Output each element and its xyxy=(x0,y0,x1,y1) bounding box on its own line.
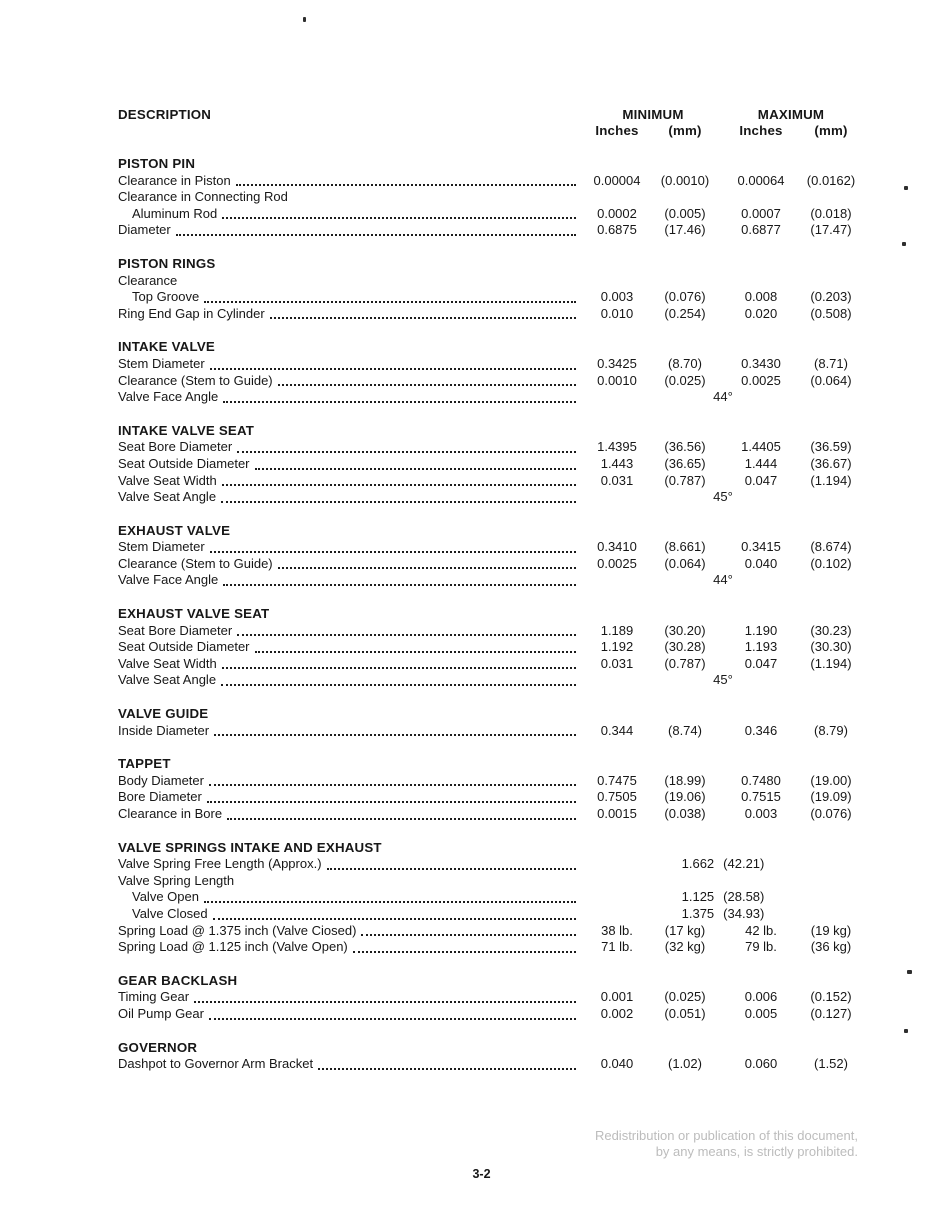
spec-value: 0.010 xyxy=(600,305,634,321)
row-label: Valve Spring Free Length (Approx.) xyxy=(118,856,322,872)
spec-value: (8.674) xyxy=(810,539,852,555)
spec-value: 0.040 xyxy=(600,1056,634,1072)
spec-value: 1.4405 xyxy=(741,439,781,455)
row-label: Seat Outside Diameter xyxy=(118,455,250,471)
spec-value: (0.018) xyxy=(810,205,852,221)
spec-value: (36.59) xyxy=(810,439,852,455)
row-label-cell xyxy=(118,889,585,906)
spec-value: (0.025) xyxy=(664,372,706,388)
row-label-cell xyxy=(118,939,585,956)
row-label: Bore Diameter xyxy=(118,789,202,805)
scan-artifact-dot xyxy=(904,186,908,190)
spec-value: (0.254) xyxy=(664,305,706,321)
spec-value: 45° xyxy=(713,489,733,505)
spec-row xyxy=(118,856,861,873)
row-label-cell xyxy=(118,656,585,673)
row-label: Valve Spring Length xyxy=(118,872,235,888)
spec-section xyxy=(118,706,861,739)
column-header-description: DESCRIPTION xyxy=(118,107,212,122)
spec-value: (18.99) xyxy=(664,772,706,788)
row-label-cell xyxy=(118,456,585,473)
row-label-cell xyxy=(118,473,585,490)
row-label-cell xyxy=(118,856,585,873)
spec-value: (0.038) xyxy=(664,806,706,821)
spec-value: 1.190 xyxy=(744,622,778,638)
spec-value: 0.040 xyxy=(744,555,778,571)
section-title: VALVE GUIDE xyxy=(118,706,209,722)
spec-centered-value xyxy=(585,572,861,589)
spec-section xyxy=(118,339,861,405)
spec-section xyxy=(118,606,861,689)
spec-value: (0.076) xyxy=(664,289,706,305)
spec-value: 0.0015 xyxy=(597,806,637,821)
spec-value: 1.443 xyxy=(600,455,634,471)
row-label: Diameter xyxy=(118,222,171,238)
spec-value: (0.152) xyxy=(810,989,852,1005)
spec-value: (0.0010) xyxy=(660,172,710,188)
spec-value: (19 kg) xyxy=(810,922,852,938)
spec-row xyxy=(118,273,861,290)
row-label-cell xyxy=(118,906,585,923)
spec-section xyxy=(118,423,861,506)
row-label: Clearance (Stem to Guide) xyxy=(118,555,273,571)
section-title: PISTON RINGS xyxy=(118,255,216,271)
spec-value: 0.0010 xyxy=(597,372,637,388)
row-label-cell xyxy=(118,989,585,1006)
spec-value: 0.7505 xyxy=(597,789,637,805)
spec-row xyxy=(118,456,861,473)
row-label-cell xyxy=(118,173,585,190)
spec-value: (0.076) xyxy=(810,806,852,821)
row-label: Clearance in Piston xyxy=(118,172,231,188)
spec-row xyxy=(118,773,861,790)
spec-value: (0.0162) xyxy=(806,172,856,188)
dot-leader xyxy=(237,634,576,636)
row-label-cell xyxy=(118,206,585,223)
row-label-cell xyxy=(118,373,585,390)
spec-value: (0.787) xyxy=(664,655,706,671)
row-label-cell xyxy=(118,389,585,406)
spec-value: (8.661) xyxy=(664,539,706,555)
scan-artifact-dot xyxy=(902,242,906,246)
spec-value: 1.375 xyxy=(681,905,715,921)
row-label-cell xyxy=(118,672,585,689)
spec-value: (32 kg) xyxy=(664,939,706,955)
row-label-cell xyxy=(118,273,585,290)
spec-value: (36.67) xyxy=(810,455,852,471)
spec-value: (1.194) xyxy=(810,472,852,488)
column-header-minimum: MINIMUM xyxy=(622,107,684,122)
spec-value: (34.93) xyxy=(723,905,765,921)
spec-value: 0.3425 xyxy=(597,355,637,371)
spec-row xyxy=(118,639,861,656)
spec-row xyxy=(118,389,861,406)
spec-row xyxy=(118,989,861,1006)
row-label: Oil Pump Gear xyxy=(118,1005,204,1021)
spec-value: 0.3415 xyxy=(741,539,781,555)
spec-value: (17.47) xyxy=(810,222,852,238)
row-label-cell xyxy=(118,623,585,640)
spec-value: (1.52) xyxy=(814,1056,848,1072)
spec-value: (30.28) xyxy=(664,639,706,655)
spec-value: (8.71) xyxy=(814,355,848,371)
spec-value: (36 kg) xyxy=(810,939,852,955)
row-label-cell xyxy=(118,773,585,790)
spec-value: 0.060 xyxy=(744,1056,778,1072)
dot-leader xyxy=(278,384,576,386)
row-label-cell xyxy=(118,556,585,573)
spec-value: (0.787) xyxy=(664,472,706,488)
spec-value: (8.70) xyxy=(668,355,702,371)
dot-leader xyxy=(318,1068,576,1070)
section-title: GEAR BACKLASH xyxy=(118,972,238,988)
row-label-cell xyxy=(118,723,585,740)
row-label-cell xyxy=(118,289,585,306)
spec-centered-value xyxy=(585,906,861,923)
section-title: EXHAUST VALVE SEAT xyxy=(118,606,270,622)
row-label: Seat Outside Diameter xyxy=(118,639,250,655)
spec-value: 71 lb. xyxy=(601,939,633,955)
spec-row xyxy=(118,356,861,373)
column-header-maximum: MAXIMUM xyxy=(757,107,825,122)
row-label: Body Diameter xyxy=(118,772,204,788)
dot-leader xyxy=(223,401,576,403)
spec-value: 42 lb. xyxy=(745,922,777,938)
spec-value: 0.006 xyxy=(744,989,778,1005)
spec-section xyxy=(118,156,861,239)
row-label: Timing Gear xyxy=(118,989,190,1005)
dot-leader xyxy=(222,217,576,219)
spec-value: 0.6875 xyxy=(597,222,637,238)
spec-row xyxy=(118,489,861,506)
section-title: TAPPET xyxy=(118,756,171,772)
spec-value: 1.4395 xyxy=(597,439,637,455)
dot-leader xyxy=(223,584,576,586)
dot-leader xyxy=(237,451,576,453)
spec-value: (36.56) xyxy=(664,439,706,455)
spec-value: 0.00004 xyxy=(593,172,641,188)
spec-row xyxy=(118,623,861,640)
spec-row xyxy=(118,173,861,190)
spec-value: (1.194) xyxy=(810,655,852,671)
watermark-line: by any means, is strictly prohibited. xyxy=(655,1143,858,1159)
spec-centered-value xyxy=(585,489,861,506)
scan-artifact-dot xyxy=(303,17,306,22)
column-subheader-max-inches: Inches xyxy=(739,123,783,138)
dot-leader xyxy=(204,901,576,903)
dot-leader xyxy=(207,801,576,803)
column-subheader-min-inches: Inches xyxy=(595,123,639,138)
spec-row xyxy=(118,939,861,956)
row-label: Stem Diameter xyxy=(118,539,205,555)
dot-leader xyxy=(353,951,576,953)
row-label-cell xyxy=(118,1006,585,1023)
spec-value: 0.0025 xyxy=(597,555,637,571)
row-label: Clearance in Connecting Rod xyxy=(118,189,288,205)
dot-leader xyxy=(221,501,576,503)
dot-leader xyxy=(222,667,576,669)
spec-value: (28.58) xyxy=(723,889,765,905)
row-label: Clearance (Stem to Guide) xyxy=(118,372,273,388)
dot-leader xyxy=(255,651,576,653)
spec-centered-value xyxy=(585,389,861,406)
spec-value: 0.0025 xyxy=(741,372,781,388)
spec-value: 0.020 xyxy=(744,305,778,321)
dot-leader xyxy=(327,868,576,870)
column-subheader-min-mm: (mm) xyxy=(668,123,702,138)
scan-artifact-dot xyxy=(904,1029,908,1033)
spec-value: (19.09) xyxy=(810,789,852,805)
spec-centered-value xyxy=(585,889,861,906)
spec-value: 1.125 xyxy=(681,889,715,905)
spec-value: 0.031 xyxy=(600,655,634,671)
spec-value: 0.00064 xyxy=(737,172,785,188)
row-label: Clearance in Bore xyxy=(118,806,223,821)
spec-row xyxy=(118,373,861,390)
spec-row xyxy=(118,289,861,306)
spec-value: 0.003 xyxy=(600,289,634,305)
spec-value: (30.20) xyxy=(664,622,706,638)
row-label: Dashpot to Governor Arm Bracket xyxy=(118,1056,314,1072)
spec-section xyxy=(118,756,861,822)
row-label: Inside Diameter xyxy=(118,722,210,738)
table-body xyxy=(118,156,861,1073)
spec-value: 0.002 xyxy=(600,1005,634,1021)
row-label-cell xyxy=(118,1056,585,1073)
row-label-cell xyxy=(118,439,585,456)
row-label-cell xyxy=(118,189,585,206)
spec-section xyxy=(118,523,861,589)
spec-value: 0.047 xyxy=(744,655,778,671)
spec-row xyxy=(118,906,861,923)
spec-row xyxy=(118,439,861,456)
spec-value: (36.65) xyxy=(664,455,706,471)
spec-section xyxy=(118,840,861,956)
spec-value: 0.3430 xyxy=(741,355,781,371)
row-label: Seat Bore Diameter xyxy=(118,622,233,638)
spec-row xyxy=(118,1056,861,1073)
row-label: Valve Seat Width xyxy=(118,472,217,488)
section-title: EXHAUST VALVE xyxy=(118,522,231,538)
section-title: VALVE SPRINGS INTAKE AND EXHAUST xyxy=(118,839,382,855)
spec-row xyxy=(118,306,861,323)
spec-row xyxy=(118,222,861,239)
spec-row xyxy=(118,723,861,740)
row-label: Valve Seat Angle xyxy=(118,489,217,505)
dot-leader xyxy=(214,734,576,736)
row-label: Top Groove xyxy=(132,289,200,305)
spec-row xyxy=(118,873,861,890)
spec-value: 0.7480 xyxy=(741,772,781,788)
spec-value: 1.192 xyxy=(600,639,634,655)
spec-row xyxy=(118,206,861,223)
dot-leader xyxy=(270,317,576,319)
section-title: INTAKE VALVE xyxy=(118,339,215,355)
spec-row xyxy=(118,539,861,556)
scan-artifact-dot xyxy=(907,970,912,974)
spec-value: 0.047 xyxy=(744,472,778,488)
spec-value: 45° xyxy=(713,672,733,688)
spec-value: 0.6877 xyxy=(741,222,781,238)
spec-value: 0.7475 xyxy=(597,772,637,788)
spec-row xyxy=(118,572,861,589)
section-title: INTAKE VALVE SEAT xyxy=(118,422,255,438)
row-label-cell xyxy=(118,489,585,506)
row-label-cell xyxy=(118,306,585,323)
spec-value: 0.031 xyxy=(600,472,634,488)
spec-value: (1.02) xyxy=(668,1056,702,1072)
spec-value: (0.203) xyxy=(810,289,852,305)
table-header xyxy=(118,107,861,139)
spec-row xyxy=(118,556,861,573)
spec-value: 0.0007 xyxy=(741,205,781,221)
spec-value: (30.30) xyxy=(810,639,852,655)
spec-section xyxy=(118,256,861,322)
row-label-cell xyxy=(118,572,585,589)
dot-leader xyxy=(236,184,576,186)
spec-value: 0.344 xyxy=(600,722,634,738)
spec-row xyxy=(118,789,861,806)
page-number: 3-2 xyxy=(472,1167,491,1181)
column-subheader-max-mm: (mm) xyxy=(814,123,848,138)
dot-leader xyxy=(209,784,576,786)
spec-section xyxy=(118,1040,861,1073)
spec-row xyxy=(118,1006,861,1023)
spec-value: 0.0002 xyxy=(597,205,637,221)
row-label: Valve Closed xyxy=(132,905,208,921)
spec-value: (30.23) xyxy=(810,622,852,638)
dot-leader xyxy=(213,918,576,920)
spec-value: (19.00) xyxy=(810,772,852,788)
spec-value: 0.3410 xyxy=(597,539,637,555)
spec-value: 1.193 xyxy=(744,639,778,655)
spec-value: (8.74) xyxy=(668,722,702,738)
spec-value: 44° xyxy=(713,572,733,588)
spec-value: (0.025) xyxy=(664,989,706,1005)
spec-value: (0.005) xyxy=(664,205,706,221)
spec-value: (0.064) xyxy=(810,372,852,388)
spec-value: (19.06) xyxy=(664,789,706,805)
spec-value: 38 lb. xyxy=(601,922,633,938)
spec-value: 0.346 xyxy=(744,722,778,738)
dot-leader xyxy=(361,934,576,936)
row-label: Aluminum Rod xyxy=(132,205,218,221)
spec-value: 44° xyxy=(713,389,733,405)
spec-row xyxy=(118,189,861,206)
spec-value: (17 kg) xyxy=(664,922,706,938)
row-label-cell xyxy=(118,806,585,823)
row-label: Ring End Gap in Cylinder xyxy=(118,305,265,321)
spec-value: (0.127) xyxy=(810,1005,852,1021)
spec-row xyxy=(118,923,861,940)
dot-leader xyxy=(227,818,576,820)
section-title: GOVERNOR xyxy=(118,1039,198,1055)
row-label-cell xyxy=(118,539,585,556)
row-label-cell xyxy=(118,222,585,239)
spec-value: 0.008 xyxy=(744,289,778,305)
spec-value: 0.003 xyxy=(744,806,778,821)
spec-row xyxy=(118,656,861,673)
row-label: Valve Face Angle xyxy=(118,389,219,405)
row-label: Valve Seat Width xyxy=(118,655,217,671)
dot-leader xyxy=(209,1018,576,1020)
spec-value: (0.051) xyxy=(664,1005,706,1021)
watermark-notice xyxy=(595,1128,858,1159)
row-label: Valve Face Angle xyxy=(118,572,219,588)
row-label: Clearance xyxy=(118,272,178,288)
spec-centered-value xyxy=(585,856,861,873)
spec-value: 1.444 xyxy=(744,455,778,471)
dot-leader xyxy=(210,551,576,553)
row-label-cell xyxy=(118,873,585,890)
dot-leader xyxy=(204,301,576,303)
section-title: PISTON PIN xyxy=(118,156,196,171)
dot-leader xyxy=(255,468,576,470)
dot-leader xyxy=(222,484,576,486)
dot-leader xyxy=(176,234,576,236)
spec-value: 1.189 xyxy=(600,622,634,638)
row-label: Spring Load @ 1.125 inch (Valve Open) xyxy=(118,939,348,955)
spec-row xyxy=(118,473,861,490)
spec-value: 0.7515 xyxy=(741,789,781,805)
watermark-line: Redistribution or publication of this document, xyxy=(594,1128,858,1143)
row-label-cell xyxy=(118,356,585,373)
row-label: Stem Diameter xyxy=(118,355,205,371)
spec-row xyxy=(118,672,861,689)
spec-value: 0.005 xyxy=(744,1005,778,1021)
row-label-cell xyxy=(118,789,585,806)
spec-section xyxy=(118,973,861,1023)
spec-value: (0.102) xyxy=(810,555,852,571)
row-label-cell xyxy=(118,923,585,940)
dot-leader xyxy=(278,567,576,569)
spec-value: (17.46) xyxy=(664,222,706,238)
spec-value: (42.21) xyxy=(723,856,765,872)
dot-leader xyxy=(194,1001,576,1003)
spec-value: 79 lb. xyxy=(745,939,777,955)
dot-leader xyxy=(210,368,576,370)
spec-value: (8.79) xyxy=(814,722,848,738)
row-label-cell xyxy=(118,639,585,656)
spec-value: (0.064) xyxy=(664,555,706,571)
row-label: Valve Seat Angle xyxy=(118,672,217,688)
spec-value: 1.662 xyxy=(681,856,715,872)
dot-leader xyxy=(221,684,576,686)
row-label: Valve Open xyxy=(132,889,199,905)
spec-value: (0.508) xyxy=(810,305,852,321)
row-label: Seat Bore Diameter xyxy=(118,439,233,455)
spec-value: 0.001 xyxy=(600,989,634,1005)
row-label: Spring Load @ 1.375 inch (Valve Ciosed) xyxy=(118,922,357,938)
spec-row xyxy=(118,889,861,906)
spec-row xyxy=(118,806,861,823)
spec-centered-value xyxy=(585,672,861,689)
